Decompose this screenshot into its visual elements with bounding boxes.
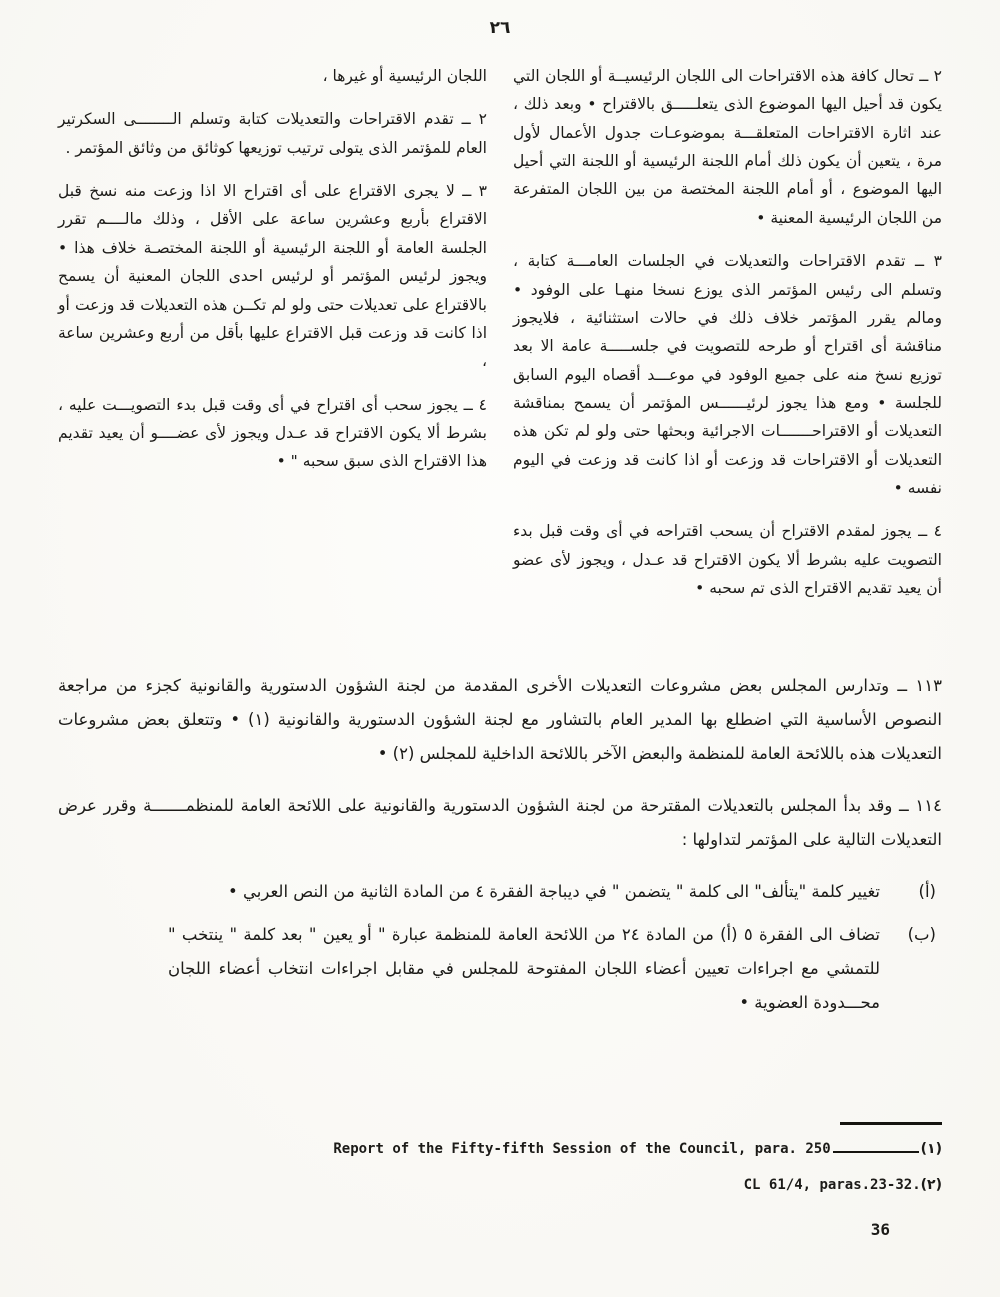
footnote-marker: (١): [920, 1141, 942, 1157]
list-item-marker: (أ): [918, 881, 936, 901]
page-number-bottom: 36: [870, 1220, 890, 1239]
paragraph-rule-4-alt: ٤ ــ يجوز سحب أى اقتراح في أى وقت قبل بدء التصويـــت عليه ، بشرط ألا يكون الاقتراح قد عـدل ويجوز لأى عضــــو أن يعيد تقديم هذا الاقتراح الذى سبق سحبه " •: [58, 395, 487, 471]
paragraph-rule-4: ٤ ــ يجوز لمقدم الاقتراح أن يسحب اقتراحه في أى وقت قبل بدء التصويت عليه بشرط ألا يكون الاقتراح قد عـدل ، ويجوز لأى عضو أن يعيد تقديم الاقتراح الذى تم سحبه •: [513, 522, 942, 598]
amendment-list: [58, 875, 942, 1020]
footnote-text: Report of the Fifty-fifth Session of the Council, para. 250: [333, 1141, 831, 1157]
paragraph-rule-2: ٢ ــ تحال كافة هذه الاقتراحات الى اللجان الرئيسيــة أو اللجان التي يكون قد أحيل اليها الموضوع الذى يتعلـــــق بالاقتراح • وبعد ذلك ، عند اثارة الاقتراحات المتعلقـــة بموضوعـات جدول الأعمال لأول مرة ، يتعين أن يكون ذلك أمام اللجنة الرئيسية أو اللجنة التي أحيل اليها الموضوع ، أو أمام اللجنة المختصة من بين اللجان المتفرعة من اللجان الرئيسية المعنية •: [513, 67, 942, 227]
list-item-text: تغيير كلمة "يتألف" الى كلمة " يتضمن " في ديباجة الفقرة ٤ من المادة الثانية من النص العربي •: [228, 881, 880, 901]
paragraph-rule-2-alt: ٢ ــ تقدم الاقتراحات والتعديلات كتابة وتسلم الــــــــى السكرتير العام للمؤتمر الذى يتولى ترتيب توزيعها كوثائق من وثائق المؤتمر .: [58, 110, 487, 157]
footnote: [58, 1177, 942, 1193]
footnote-text: CL 61/4, paras.23-32.: [743, 1177, 921, 1193]
body-paragraph-113: ١١٣ ــ وتدارس المجلس بعض مشروعات التعديلات الأخرى المقدمة من لجنة الشؤون الدستورية والقانونية كجزء من مراجعة النصوص الأساسية التي اضطلع بها المدير العام بالتشاور مع لجنة الشؤون الدستورية والقانونية (١) • وتتعلق بعض مشروعات التعديلات هذه باللائحة العامة للمنظمة والبعض الآخر باللائحة الداخلية للمجلس (٢) •: [58, 676, 942, 764]
list-item-marker: (ب): [907, 925, 936, 945]
column-left: [58, 62, 487, 617]
list-item-text: تضاف الى الفقرة ٥ (أ) من المادة ٢٤ من اللائحة العامة للمنظمة عبارة " أو يعين " بعد كلمة " ينتخب " للتمشي مع اجراءات تعيين أعضاء اللجان المفتوحة للمجلس في مقابل اجراءات انتخاب أعضاء اللجان محـــدودة العضوية •: [168, 925, 881, 1012]
list-item: [58, 918, 942, 1019]
paragraph-continuation: اللجان الرئيسية أو غيرها ،: [322, 67, 487, 85]
column-right: [513, 62, 942, 617]
two-column-section: [58, 62, 942, 617]
footnote: [58, 1141, 942, 1157]
paragraph-rule-3: ٣ ــ تقدم الاقتراحات والتعديلات في الجلسات العامـــة كتابة ، وتسلم الى رئيس المؤتمر الذى يوزع نسخا منهـا على الوفود • ومالم يقرر المؤتمر خلاف ذلك في حالات استثنائية ، فلايجوز مناقشة أى اقتراح أو طرحه للتصويت في جلســـــة عامة الا بعد توزيع نسخ منه على جميع الوفود في موعـــد أقصاه اليوم السابق للجلسة • ومع هذا يجوز لرئيــــــس المؤتمر أن يسمح بمناقشة التعديلات أو الاقتراحـــــــات الاجرائية وبحثها حتى ولو لم تكن هذه التعديلات أو الاقتراحات قد وزعت أو اذا كانت قد وزعت في اليوم نفسه •: [513, 252, 942, 498]
paragraph-rule-3-alt: ٣ ــ لا يجرى الاقتراع على أى اقتراح الا اذا وزعت منه نسخ قبل الاقتراع بأربع وعشرين ساعة على الأقل ، وذلك مالــــم تقرر الجلسة العامة أو اللجنة الرئيسية أو اللجنة المختصـة خلاف هذا • ويجوز لرئيس المؤتمر أو لرئيس احدى اللجان المعنية أن يسمح بالاقتراع على تعديلات حتى ولو لم تكــن هذه التعديلات قد وزعت أو اذا كانت قد وزعت قبل الاقتراع عليها بأقل من أربع وعشرين ساعة ،: [58, 182, 487, 371]
page-number-top: ٢٦: [489, 18, 511, 38]
footer-area: [58, 1122, 942, 1239]
footnote-marker: (٢): [920, 1177, 942, 1193]
body-section: [58, 669, 942, 1019]
list-item: [58, 875, 942, 909]
footnote-separator: [840, 1122, 942, 1125]
body-paragraph-114: ١١٤ ــ وقد بدأ المجلس بالتعديلات المقترحة من لجنة الشؤون الدستورية والقانونية على اللائحة العامة للمنظمـــــــة وقرر عرض التعديلات التالية على المؤتمر لتداولها :: [58, 795, 942, 849]
footnote-leader-line: [833, 1141, 919, 1153]
